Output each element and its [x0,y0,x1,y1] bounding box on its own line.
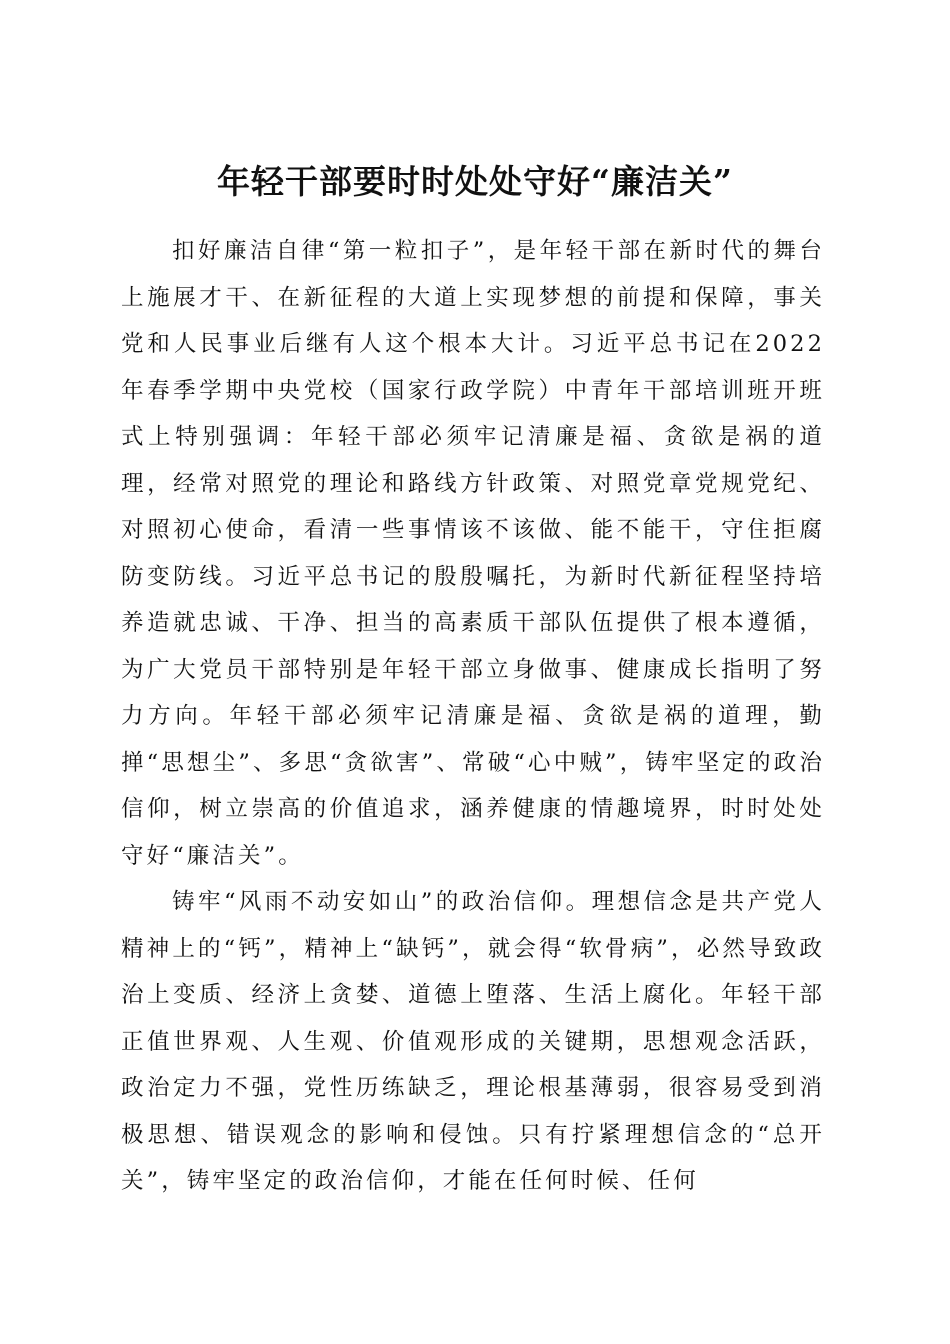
document-body [121,228,825,1205]
paragraph-1: 扣好廉洁自律“第一粒扣子”，是年轻干部在新时代的舞台上施展才干、在新征程的大道上实现梦想的前提和保障，事关党和人民事业后继有人这个根本大计。习近平总书记在2022年春季学期中央党校（国家行政学院）中青年干部培训班开班式上特别强调：年轻干部必须牢记清廉是福、贪欲是祸的道理，经常对照党的理论和路线方针政策、对照党章党规党纪、对照初心使命，看清一些事情该不该做、能不能干，守住拒腐防变防线。习近平总书记的殷殷嘱托，为新时代新征程坚持培养造就忠诚、干净、担当的高素质干部队伍提供了根本遵循，为广大党员干部特别是年轻干部立身做事、健康成长指明了努力方向。年轻干部必须牢记清廉是福、贪欲是祸的道理，勤掸“思想尘”、多思“贪欲害”、常破“心中贼”，铸牢坚定的政治信仰，树立崇高的价值追求，涵养健康的情趣境界，时时处处守好“廉洁关”。 [121,238,825,869]
paragraph-2: 铸牢“风雨不动安如山”的政治信仰。理想信念是共产党人精神上的“钙”，精神上“缺钙”，就会得“软骨病”，必然导致政治上变质、经济上贪婪、道德上堕落、生活上腐化。年轻干部正值世界观、人生观、价值观形成的关键期，思想观念活跃，政治定力不强，党性历练缺乏，理论根基薄弱，很容易受到消极思想、错误观念的影响和侵蚀。只有拧紧理想信念的“总开关”，铸牢坚定的政治信仰，才能在任何时候、任何 [121,889,825,1194]
document-title: 年轻干部要时时处处守好“廉洁关” [217,162,733,202]
